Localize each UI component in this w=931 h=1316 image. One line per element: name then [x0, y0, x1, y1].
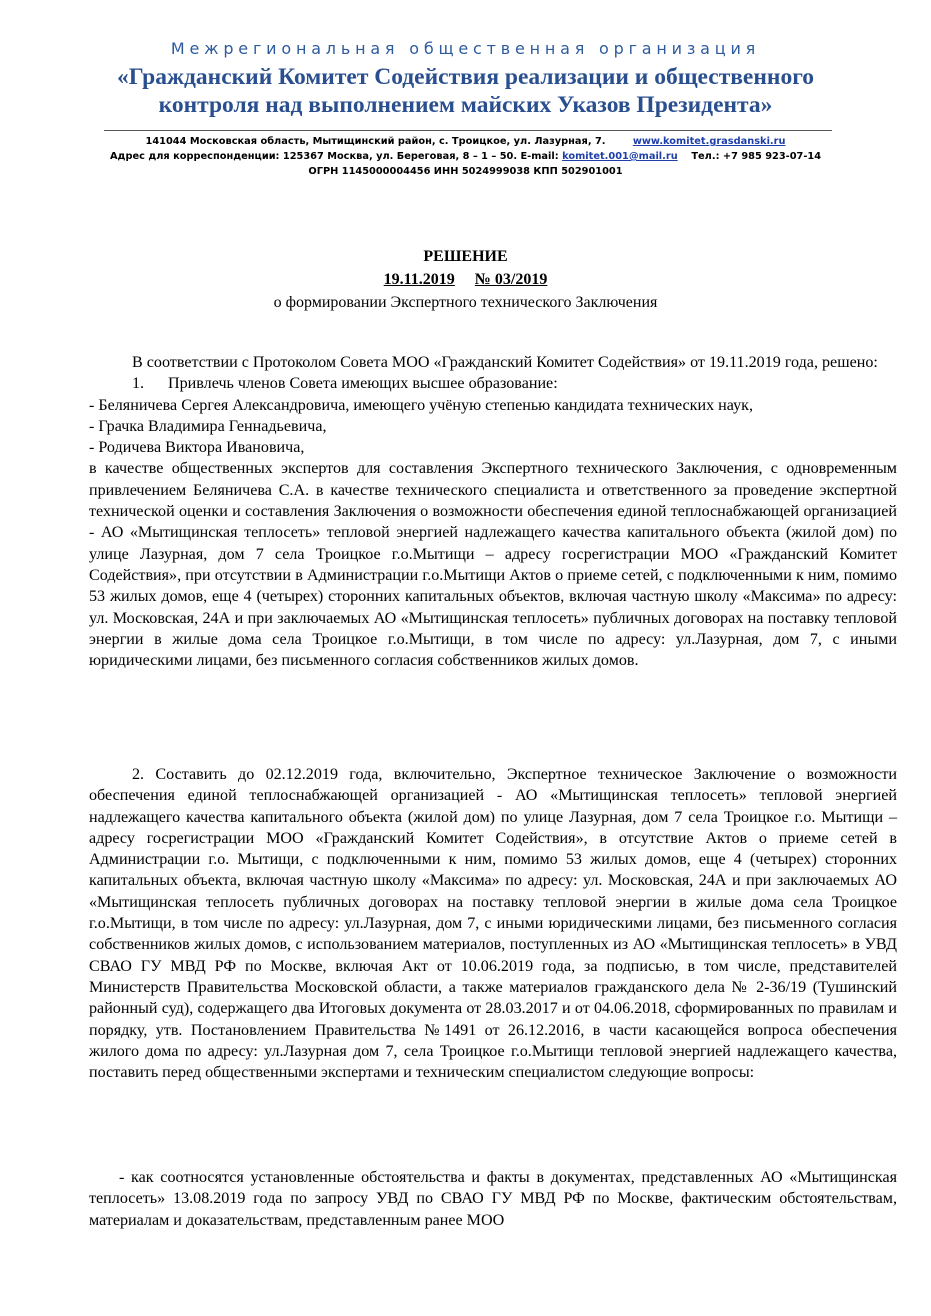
email-link[interactable]: komitet.001@mail.ru: [562, 151, 678, 162]
decision-number: № 03/2019: [474, 271, 548, 288]
phone: Тел.: +7 985 923-07-14: [691, 151, 822, 162]
doc-type-heading: РЕШЕНИЕ: [423, 248, 508, 265]
org-name: [0, 63, 931, 119]
decision-subject: о формировании Экспертного технического Заключения: [273, 294, 658, 311]
item-1-number: 1.: [132, 375, 145, 393]
decision-body-questions: [89, 1167, 897, 1231]
registry-line: ОГРН 1145000004456 ИНН 5024999038 КПП 502901001: [308, 166, 623, 177]
website-link[interactable]: www.komitet.grasdanski.ru: [632, 136, 786, 147]
expert-list-item: - Беляничева Сергея Александровича, имеющего учёную степенью кандидата технических наук,: [89, 396, 754, 414]
item-1-lead: Привлечь членов Совета имеющих высшее образование:: [168, 375, 558, 393]
address-line: [0, 134, 931, 149]
expert-list-item: - Родичева Виктора Ивановича,: [89, 439, 305, 457]
correspondence-line: [0, 149, 931, 164]
header-divider: [104, 130, 832, 131]
correspondence-address: Адрес для корреспонденции: 125367 Москва, ул. Береговая, 8 – 1 – 50. E-mail:: [109, 151, 559, 162]
decision-body: [89, 352, 897, 671]
item-1-heading: [89, 373, 897, 394]
date-number-line: [0, 268, 931, 291]
contacts-block: [0, 134, 931, 179]
decision-title-block: [0, 245, 931, 314]
decision-date: 19.11.2019: [383, 271, 455, 288]
item-2-paragraph: 2. Составить до 02.12.2019 года, включительно, Экспертное техническое Заключение о возможности обеспечения единой теплоснабжающей организацией - АО «Мытищинская теплосеть» тепловой энергией надлежащего качества капитального объекта (жилой дом) по улице Лазурная, дом 7 села Троицкое г.о. Мытищи – адресу госрегистрации МОО «Гражданский Комитет Содействия», в отсутствие Актов о приеме сетей в Администрации г.о. Мытищи, с подключенными к ним, помимо 53 жилых домов, еще 4 (четырех) сторонних капитальных объекта, включая частную школу «Максима» по адресу: ул. Московская, 24А и при заключаемых АО «Мытищинская теплосеть публичных договорах на поставку тепловой энергии в жилые дома села Троицкое г.о.Мытищи, в том числе по адресу: ул.Лазурная, дом 7, с иными юридическими лицами, без письменного согласия собственников жилых домов, с использованием материалов, поступленных из АО «Мытищинская теплосеть» в УВД СВАО ГУ МВД РФ по Москве, включая Акт от 10.06.2019 года, за подписью, в том числе, представителей Министерств Правительства Московской области, а также материалов гражданского дела № 2-36/19 (Тушинский районный суд), содержащего два Итоговых документа от 28.03.2017 и от 04.06.2018, сформированных по правилам и порядку, утв. Постановлением Правительства №1491 от 26.12.2016, в части касающейся вопроса обеспечения жилого дома по адресу: ул.Лазурная дом 7, села Троицкое г.о.Мытищи тепловой энергией надлежащего качества, поставить перед общественными экспертами и техническим специалистом следующие вопросы:: [89, 766, 897, 1082]
question-1-paragraph: - как соотносятся установленные обстоятельства и факты в документах, представленных АО «Мытищинская теплосеть» 13.08.2019 года по запросу УВД по СВАО ГУ МВД РФ по Москве, фактическим обстоятельствам, материалам и доказательствам, представленным ранее МОО: [89, 1169, 897, 1229]
org-type: Межрегиональная общественная организация: [170, 39, 761, 58]
registered-address: 141044 Московская область, Мытищинский район, с. Троицкое, ул. Лазурная, 7.: [145, 136, 606, 147]
org-name-line-1: «Гражданский Комитет Содействия реализации и общественного: [116, 64, 815, 90]
item-1-paragraph: в качестве общественных экспертов для составления Экспертного технического Заключения, с одновременным привлечением Беляничева С.А. в качестве технического специалиста и ответственного за проведение экспертной технической оценки и составления Заключения о возможности обеспечения единой теплоснабжающей организацией - АО «Мытищинская теплосеть» тепловой энергией надлежащего качества капитального объекта (жилой дом) по улице Лазурная, дом 7 села Троицкое г.о.Мытищи – адресу госрегистрации МОО «Гражданский Комитет Содействия», при отсутствии в Администрации г.о.Мытищи Актов о приеме сетей, с подключенными к ним, помимо 53 жилых домов, еще 4 (четырех) сторонних капитальных объектов, включая частную школу «Максима» по адресу: ул. Московская, 24А и при заключаемых АО «Мытищинская теплосеть» публичных договорах на поставку тепловой энергии в жилые дома села Троицкое г.о.Мытищи, в том числе по адресу: ул.Лазурная, дом 7, с иными юридическими лицами, без письменного согласия собственников жилых домов.: [89, 460, 897, 670]
org-name-line-2: контроля над выполнением майских Указов Президента»: [158, 92, 773, 118]
expert-list-item: - Грачка Владимира Геннадьевича,: [89, 417, 327, 435]
intro-paragraph: В соответствии с Протоколом Совета МОО «Гражданский Комитет Содействия» от 19.11.2019 года, решено:: [132, 354, 878, 371]
decision-body-item-2: [89, 764, 897, 1083]
